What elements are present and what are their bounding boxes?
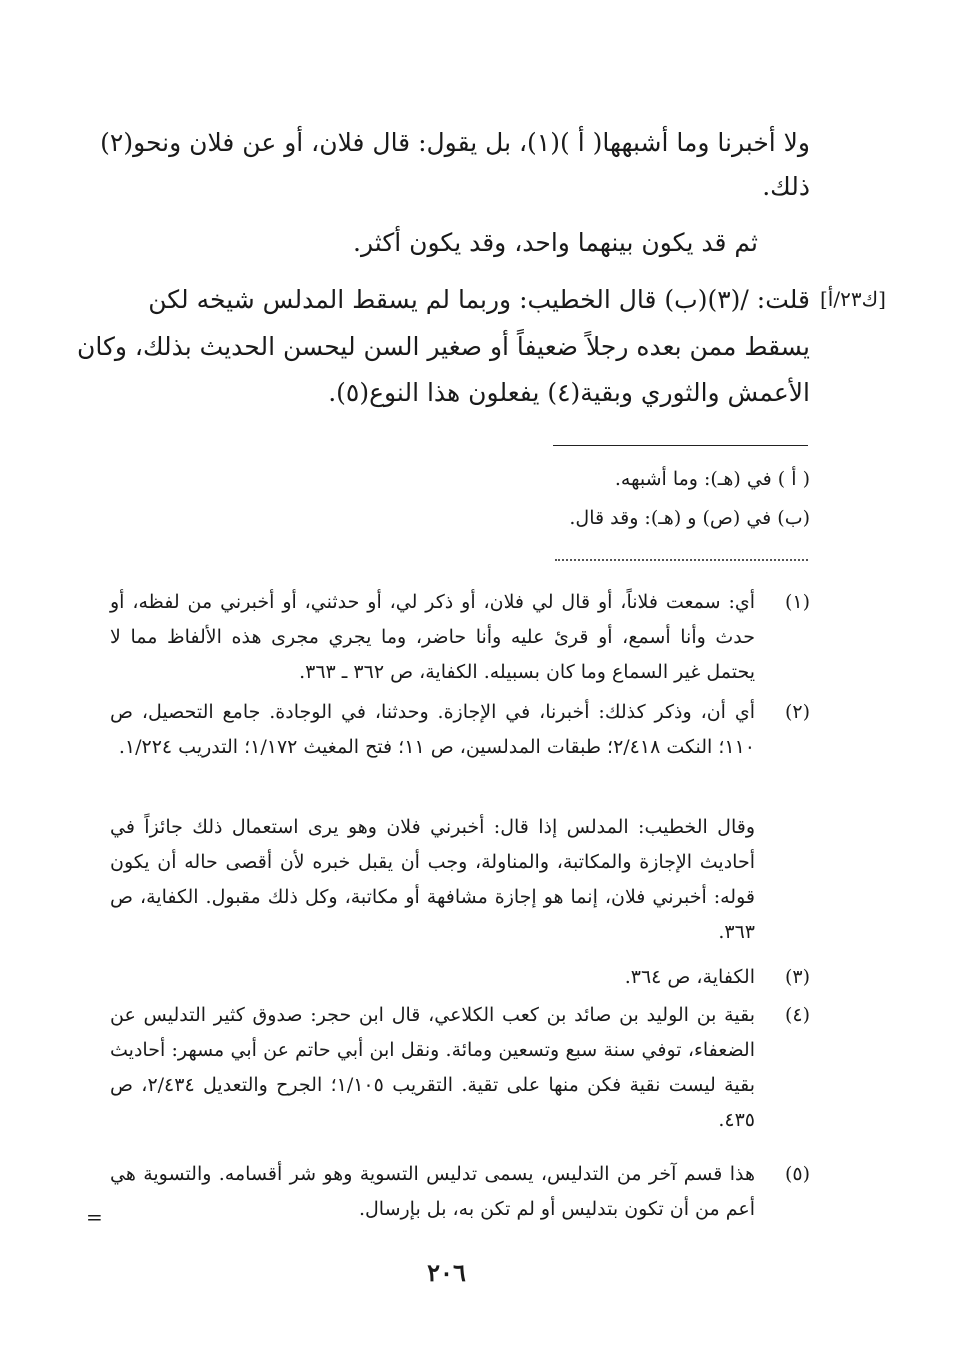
main-line-6: الأعمش والثوري وبقية(٤) يفعلون هذا النوع(٥). [328,378,810,407]
footnote-number: (٢) [784,701,810,723]
footnote-number: (٣) [784,966,810,988]
footnote-text: الكفاية، ص ٣٦٤. [624,966,755,988]
footnote-5 [110,1157,810,1227]
main-line-1: ولا أخبرنا وما أشبهها( أ )(١)، بل يقول: قال فلان، أو عن فلان ونحو(٢) [100,128,810,157]
variant-note-a: ( أ ) في (هـ): وما أشبهه. [614,468,810,490]
manuscript-folio-reference: [ك٢٣/أ] [820,287,886,311]
footnote-text: أي: سمعت فلاناً، أو قال لي فلان، أو ذكر لي، أو حدثني، أو أخبرني من لفظه، أو حدث وأنا أسمع، أو قرئ عليه وأنا حاضر، وما يجري مجرى هذه الألفاظ مما لا يحتمل غير السماع وما كان بسبيله. الكفاية، ص ٣٦٢ ـ ٣٦٣. [110,591,755,683]
notes-separator [555,559,808,561]
page-number: ٢٠٦ [427,1258,466,1287]
continuation-mark: = [86,1205,103,1229]
footnote-divider [553,445,808,446]
main-line-2: ذلك. [762,172,810,201]
footnote-text: هذا قسم آخر من التدليس، يسمى تدليس التسوية وهو شر أقسامه. والتسوية هي أعم من أن تكون بتدليس أو لم تكن به، بل بإرسال. [110,1163,755,1220]
main-line-4: قلت: /(٣)(ب) قال الخطيب: وربما لم يسقط المدلس شيخه لكن [148,285,810,314]
main-line-5: يسقط ممن بعده رجلاً ضعيفاً أو صغير السن ليحسن الحديث بذلك، وكان [77,332,810,361]
footnote-number: (٥) [784,1163,810,1185]
footnote-continuation-text: وقال الخطيب: المدلس إذا قال: أخبرني فلان وهو يرى استعمال ذلك جائزاً في أحاديث الإجازة والمكاتبة، والمناولة، وجب أن يقبل خبره لأن أقصى حاله أن يكون قوله: أخبرني فلان، إنما هو إجازة مشافهة أو مكاتبة، وكل ذلك مقبول. الكفاية، ص ٣٦٣. [110,816,755,943]
footnote-1 [110,585,810,690]
footnote-4 [110,998,810,1138]
footnote-number: (٤) [784,1004,810,1026]
footnote-2 [110,695,810,765]
footnote-2-continuation [110,810,755,950]
footnote-number: (١) [784,591,810,613]
main-line-3: ثم قد يكون بينهما واحد، وقد يكون أكثر. [353,228,758,257]
footnote-text: بقية بن الوليد بن صائد بن كعب الكلاعي، قال ابن حجر: صدوق كثير التدليس عن الضعفاء، توفي سنة سبع وتسعين ومائة. ونقل ابن أبي حاتم عن أبي مسهر: أحاديث بقية ليست نقية فكن منها على تقية. التقريب ١/١٠٥؛ الجرح والتعديل ٢/٤٣٤، ص ٤٣٥. [110,1004,755,1131]
footnote-text: أي أن، وذكر كذلك: أخبرنا، في الإجازة. وحدثنا، في الوجادة. جامع التحصيل، ص ١١٠؛ النكت ٢/٤١٨؛ طبقات المدلسين، ص ١١؛ فتح المغيث ١/١٧٢؛ التدريب ١/٢٢٤. [110,701,755,758]
footnote-3 [110,960,810,995]
variant-note-b: (ب) في (ص) و (هـ): وقد قال. [569,507,810,529]
